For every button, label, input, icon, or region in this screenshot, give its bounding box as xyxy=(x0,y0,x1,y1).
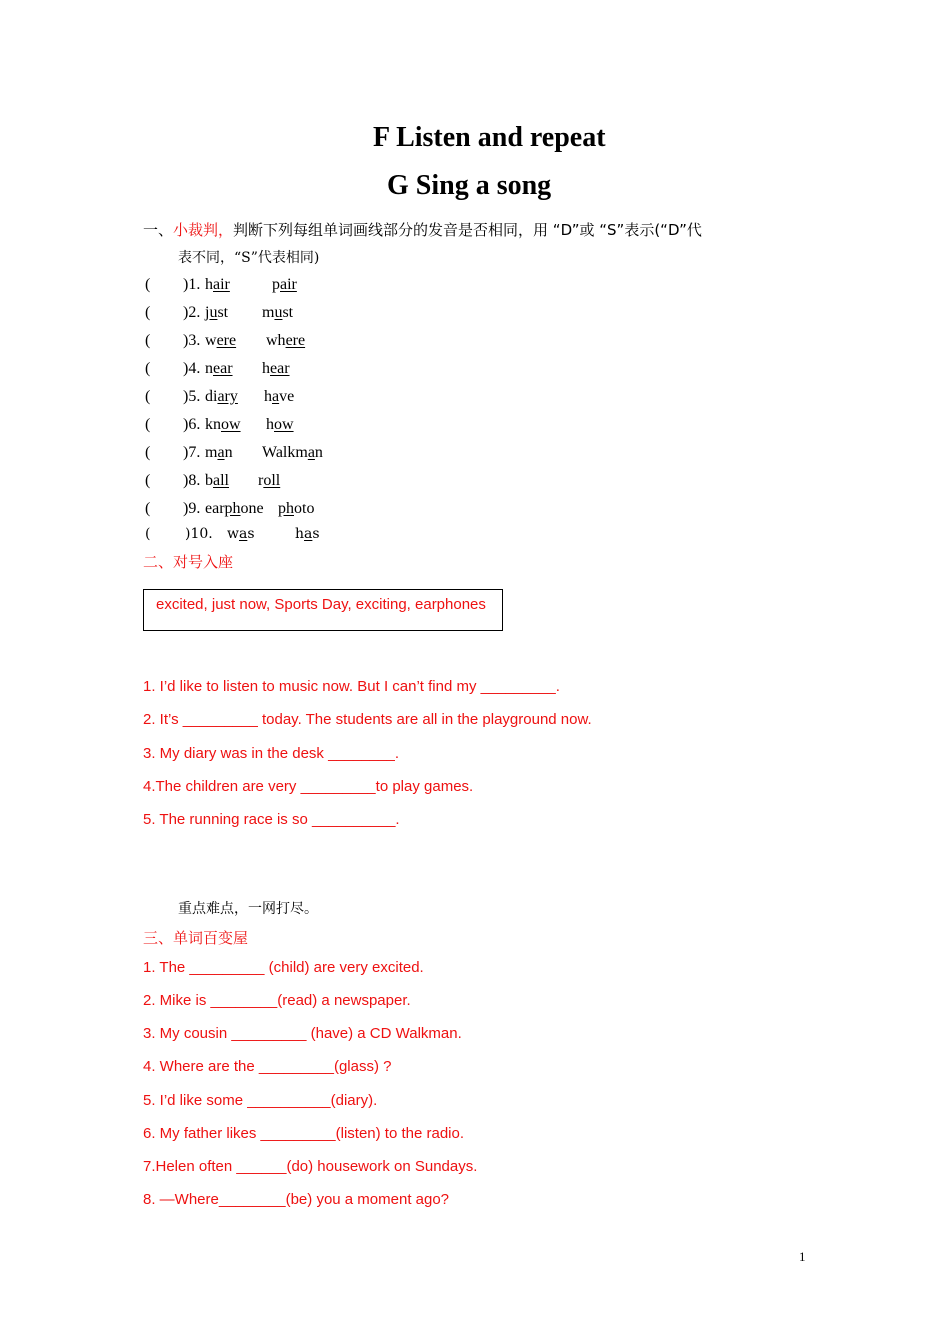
section1-instruction-line1: 判断下列每组单词画线部分的发音是否相同，用 “D”或 “S”表示(“D”代 xyxy=(233,221,702,239)
section1-item-4 xyxy=(145,360,445,380)
word-b: where xyxy=(266,332,306,349)
section2-sentence-1: 1. I’d like to listen to music now. But I can’t find my _________. xyxy=(143,678,560,695)
answer-paren: ( xyxy=(145,472,151,489)
word-bank-box xyxy=(143,589,503,631)
section1-item-2 xyxy=(145,304,445,324)
section2-sentence-5: 5. The running race is so __________. xyxy=(143,811,400,828)
section1-item-5 xyxy=(145,388,445,408)
item-number: )8. xyxy=(183,472,201,489)
word-a: near xyxy=(205,360,233,377)
word-a: was xyxy=(227,526,255,542)
word-b: hear xyxy=(262,360,290,377)
section3-intro: 重点难点，一网打尽。 xyxy=(178,901,318,917)
title-sing-a-song: G Sing a song xyxy=(387,170,552,201)
item-number: )7. xyxy=(183,444,201,461)
page-number: 1 xyxy=(799,1249,806,1264)
section1-item-8 xyxy=(145,472,445,492)
answer-paren: ( xyxy=(145,500,151,517)
word-a: know xyxy=(205,416,241,433)
section1-instruction xyxy=(143,219,702,240)
section2-sentence-2: 2. It’s _________ today. The students are all in the playground now. xyxy=(143,711,592,728)
section3-sentence-6: 6. My father likes _________(listen) to the radio. xyxy=(143,1125,465,1142)
word-b: how xyxy=(266,416,294,433)
answer-paren: ( xyxy=(145,360,151,377)
section3-sentence-5: 5. I’d like some __________(diary). xyxy=(143,1092,378,1109)
word-b: photo xyxy=(278,500,315,517)
word-b: roll xyxy=(258,472,281,489)
section2-sentence-4: 4.The children are very _________to play games. xyxy=(143,778,474,795)
section1-instruction-line2: 表不同，“S”代表相同) xyxy=(178,250,320,266)
section1-item-1 xyxy=(145,276,445,296)
section1-item-7 xyxy=(145,444,445,464)
section1-prefix: 一、 xyxy=(143,221,174,239)
item-number: )2. xyxy=(183,304,201,321)
section1-item-10 xyxy=(145,526,445,546)
item-number: )10. xyxy=(185,526,213,542)
item-number: )5. xyxy=(183,388,201,405)
answer-paren: ( xyxy=(145,444,151,461)
word-a: man xyxy=(205,444,233,461)
answer-paren: ( xyxy=(145,416,151,433)
word-b: has xyxy=(295,526,320,542)
word-bank-text: excited, just now, Sports Day, exciting, earphones xyxy=(156,596,486,613)
word-a: ball xyxy=(205,472,229,489)
word-a: just xyxy=(205,304,229,321)
section3-sentence-8: 8. —Where________(be) you a moment ago? xyxy=(143,1191,450,1208)
title-listen-and-repeat: F Listen and repeat xyxy=(373,122,606,153)
item-number: )1. xyxy=(183,276,201,293)
word-b: Walkman xyxy=(262,444,323,461)
item-number: )6. xyxy=(183,416,201,433)
answer-paren: ( xyxy=(145,304,151,321)
word-b: have xyxy=(264,388,295,405)
answer-paren: ( xyxy=(145,276,151,293)
section3-sentence-3: 3. My cousin _________ (have) a CD Walkman. xyxy=(143,1025,462,1042)
section2-heading: 二、对号入座 xyxy=(143,553,234,571)
answer-paren: ( xyxy=(145,388,151,405)
section3-sentence-1: 1. The _________ (child) are very excited. xyxy=(143,959,424,976)
item-number: )3. xyxy=(183,332,201,349)
section1-item-9 xyxy=(145,500,445,520)
section1-highlight: 小裁判， xyxy=(173,221,234,239)
word-a: diary xyxy=(205,388,238,405)
word-b: pair xyxy=(272,276,297,293)
answer-paren: ( xyxy=(145,332,151,349)
word-a: earphone xyxy=(205,500,264,517)
section3-sentence-4: 4. Where are the _________(glass) ? xyxy=(143,1058,392,1075)
section3-heading: 三、单词百变屋 xyxy=(143,929,249,947)
section1-item-3 xyxy=(145,332,445,352)
word-a: were xyxy=(205,332,237,349)
section3-sentence-2: 2. Mike is ________(read) a newspaper. xyxy=(143,992,411,1009)
section3-sentence-7: 7.Helen often ______(do) housework on Sundays. xyxy=(143,1158,478,1175)
word-a: hair xyxy=(205,276,230,293)
answer-paren: ( xyxy=(145,526,151,542)
section2-sentence-3: 3. My diary was in the desk ________. xyxy=(143,745,399,762)
word-b: must xyxy=(262,304,294,321)
item-number: )4. xyxy=(183,360,201,377)
section1-item-6 xyxy=(145,416,445,436)
item-number: )9. xyxy=(183,500,201,517)
